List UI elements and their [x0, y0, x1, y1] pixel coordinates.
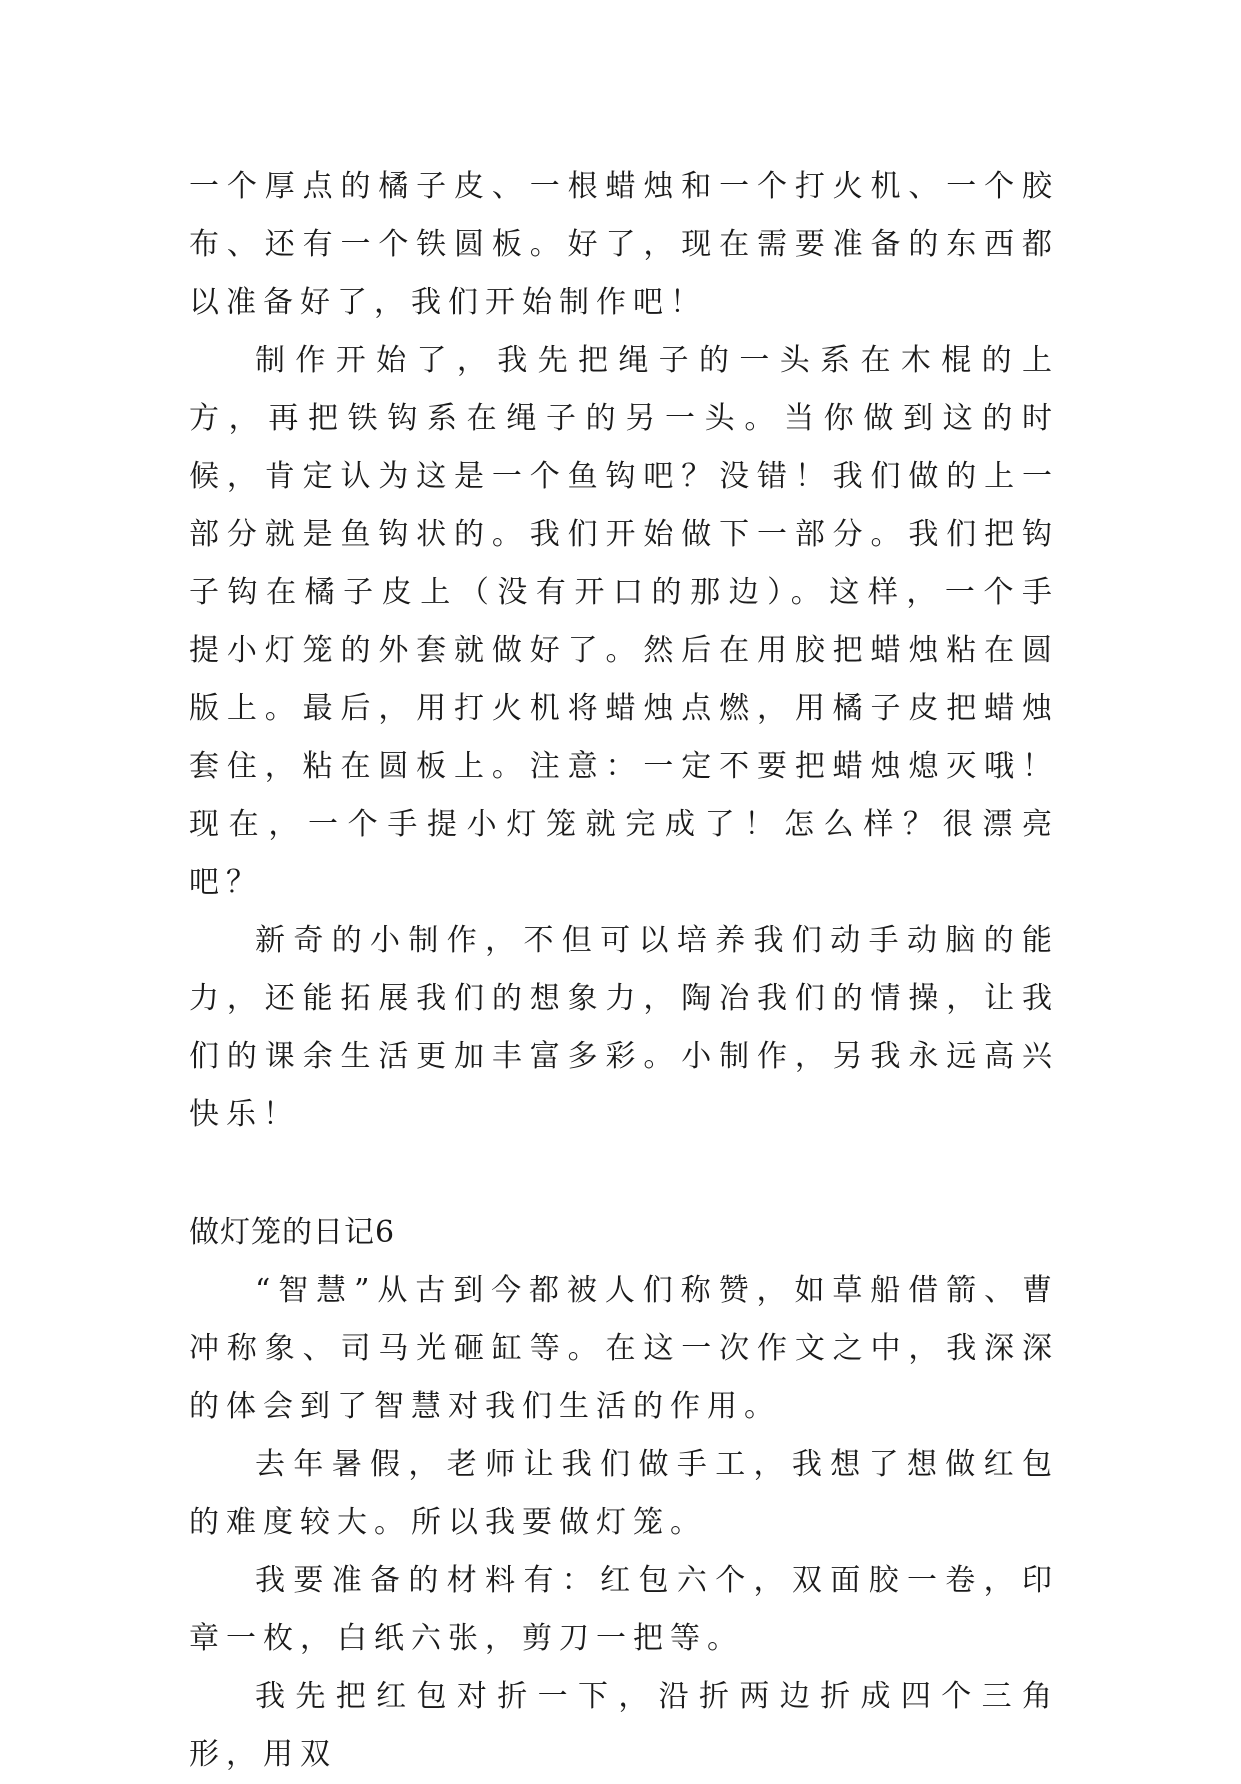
paragraph-wisdom-intro: “智慧”从古到今都被人们称赞，如草船借箭、曹冲称象、司马光砸缸等。在这一次作文之中，我深深的体会到了智慧对我们生活的作用。 — [189, 1273, 1059, 1424]
section-spacer — [189, 1144, 1059, 1204]
paragraph-folding-step: 我先把红包对折一下，沿折两边折成四个三角形，用双 — [189, 1679, 1059, 1772]
paragraph-materials-continued: 一个厚点的橘子皮、一根蜡烛和一个打火机、一个胶布、还有一个铁圆板。好了，现在需要准备的东西都以准备好了，我们开始制作吧！ — [189, 169, 1059, 320]
paragraph-conclusion: 新奇的小制作，不但可以培养我们动手动脑的能力，还能拓展我们的想象力，陶冶我们的情操，让我们的课余生活更加丰富多彩。小制作，另我永远高兴快乐！ — [189, 923, 1059, 1132]
section-title: 做灯笼的日记6 — [189, 1215, 396, 1250]
document-body — [189, 158, 1059, 1784]
paragraph-making-process: 制作开始了，我先把绳子的一头系在木棍的上方，再把铁钩系在绳子的另一头。当你做到这的时候，肯定认为这是一个鱼钩吧？没错！我们做的上一部分就是鱼钩状的。我们开始做下一部分。我们把钩子钩在橘子皮上（没有开口的那边）。这样，一个手提小灯笼的外套就做好了。然后在用胶把蜡烛粘在圆版上。最后，用打火机将蜡烛点燃，用橘子皮把蜡烛套住，粘在圆板上。注意：一定不要把蜡烛熄灭哦！现在，一个手提小灯笼就完成了！怎么样？很漂亮吧？ — [189, 343, 1059, 900]
paragraph-materials-list: 我要准备的材料有：红包六个，双面胶一卷，印章一枚，白纸六张，剪刀一把等。 — [189, 1563, 1059, 1656]
paragraph-summer-vacation: 去年暑假，老师让我们做手工，我想了想做红包的难度较大。所以我要做灯笼。 — [189, 1447, 1059, 1540]
